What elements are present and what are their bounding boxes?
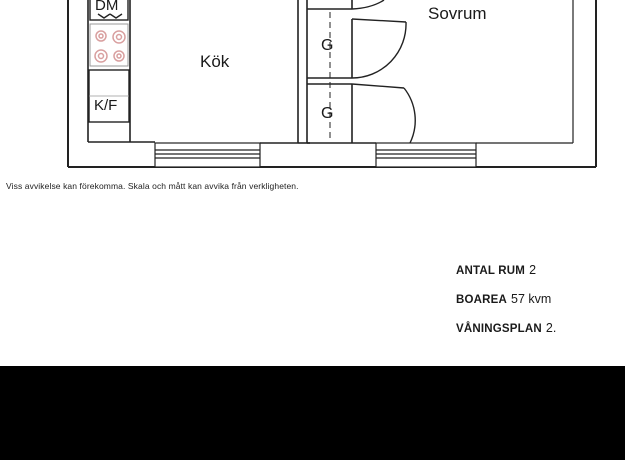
closet-label-upper: G <box>321 37 334 54</box>
kitchen-counter <box>88 0 155 142</box>
floorplan-drawing <box>0 0 625 180</box>
black-bottom-band <box>0 366 625 460</box>
fridge-box <box>89 70 129 122</box>
fact-floor <box>456 320 556 349</box>
fact-rooms-label: ANTAL RUM <box>456 265 526 277</box>
fact-rooms-value: 2 <box>529 263 537 277</box>
kitchen-right-wall <box>260 0 310 143</box>
closet-column <box>307 0 376 143</box>
fact-area-value: 57 kvm <box>511 292 552 306</box>
disclaimer-text: Viss avvikelse kan förekomma. Skala och mått kan avvika från verkligheten. <box>6 181 299 191</box>
fridge-freezer-label: K/F <box>94 97 118 114</box>
kitchen-window <box>155 143 260 167</box>
fact-area-label: BOAREA <box>456 294 508 306</box>
fact-floor-value: 2. <box>545 321 557 335</box>
dishwasher-label: DM <box>95 0 119 14</box>
stove <box>90 24 128 66</box>
closet-doors <box>352 0 415 143</box>
fact-rooms <box>456 262 556 291</box>
bedroom-room-label: Sovrum <box>428 4 487 23</box>
fact-floor-label: VÅNINGSPLAN <box>456 323 542 335</box>
closet-label-lower: G <box>321 105 334 122</box>
fact-area <box>456 291 556 320</box>
property-facts <box>456 262 556 349</box>
kitchen-room-label: Kök <box>200 52 230 71</box>
